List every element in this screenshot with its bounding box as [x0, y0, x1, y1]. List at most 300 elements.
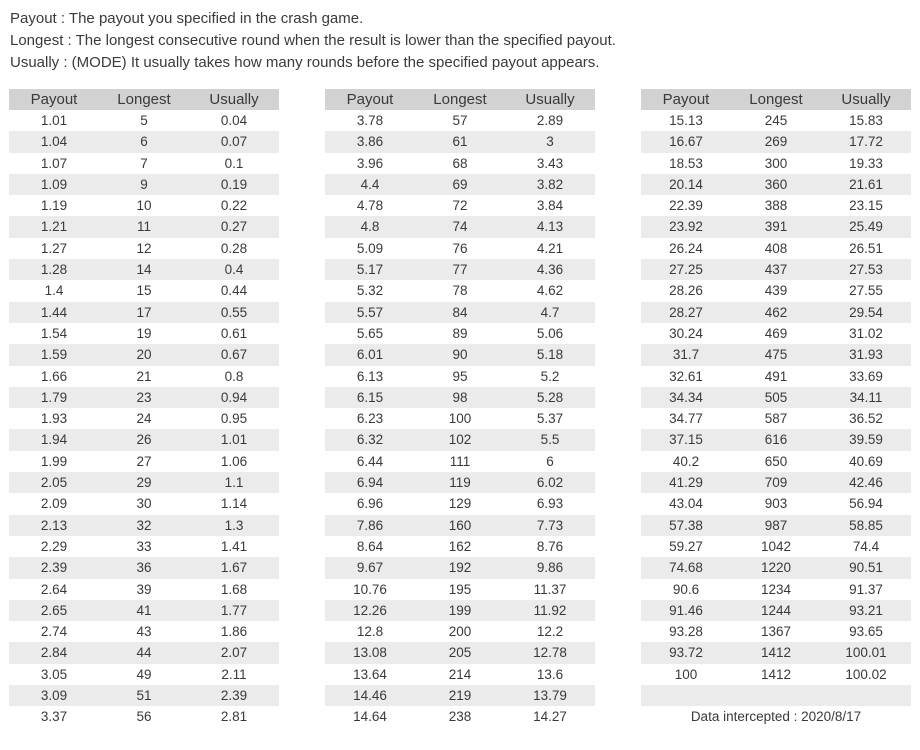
cell-payout: 22.39 — [669, 198, 703, 214]
cell-longest: 1412 — [760, 666, 792, 682]
cell-payout: 1.59 — [40, 347, 68, 363]
cell-payout: 5.32 — [356, 283, 384, 299]
cell-longest: 41 — [136, 602, 152, 618]
cell-longest: 616 — [764, 432, 788, 448]
table-row — [9, 195, 279, 216]
cell-longest: 300 — [764, 155, 788, 171]
cell-payout: 14.64 — [353, 709, 387, 725]
cell-longest: 475 — [764, 347, 788, 363]
cell-longest: 19 — [136, 325, 152, 341]
cell-longest: 1234 — [760, 581, 792, 597]
cell-longest: 219 — [448, 688, 472, 704]
cell-payout: 27.25 — [669, 262, 703, 278]
table-row — [641, 579, 911, 600]
cell-usually: 3.84 — [536, 198, 564, 214]
cell-payout: 1.04 — [40, 134, 68, 150]
description-line-longest: Longest : The longest consecutive round when the result is lower than the specified payout. — [10, 32, 616, 49]
table-row — [325, 472, 595, 493]
cell-usually: 0.67 — [220, 347, 248, 363]
cell-payout: 4.78 — [356, 198, 384, 214]
payout-stats-table-3 — [641, 89, 911, 728]
cell-longest: 111 — [449, 453, 471, 469]
table-row — [9, 579, 279, 600]
cell-payout: 59.27 — [669, 538, 703, 554]
table-row — [641, 195, 911, 216]
table-row — [9, 387, 279, 408]
cell-payout: 28.26 — [669, 283, 703, 299]
cell-payout: 3.37 — [40, 709, 68, 725]
table-row — [9, 110, 279, 131]
cell-usually: 34.11 — [849, 389, 883, 405]
column-header-longest: Longest — [99, 89, 189, 110]
table-row — [9, 408, 279, 429]
cell-payout: 2.29 — [40, 538, 68, 554]
cell-payout: 1.19 — [40, 198, 68, 214]
cell-payout: 32.61 — [669, 368, 703, 384]
table-row — [641, 621, 911, 642]
cell-usually: 5.2 — [540, 368, 560, 384]
cell-payout: 1.54 — [40, 325, 68, 341]
cell-longest: 469 — [764, 325, 788, 341]
cell-longest: 17 — [136, 304, 152, 320]
column-header-usually: Usually — [821, 89, 911, 110]
table-row — [9, 302, 279, 323]
cell-usually: 8.76 — [536, 538, 564, 554]
cell-usually: 56.94 — [849, 496, 883, 512]
cell-longest: 1412 — [760, 645, 792, 661]
cell-longest: 49 — [136, 666, 152, 682]
cell-payout: 26.24 — [669, 240, 703, 256]
cell-payout: 3.78 — [356, 113, 384, 128]
cell-payout: 40.2 — [672, 453, 700, 469]
cell-usually: 13.79 — [533, 688, 567, 704]
cell-longest: 90 — [452, 347, 468, 363]
cell-longest: 6 — [140, 134, 148, 150]
cell-usually: 0.27 — [220, 219, 248, 235]
cell-usually: 1.77 — [220, 602, 248, 618]
cell-longest: 57 — [452, 113, 468, 128]
cell-longest: 388 — [764, 198, 788, 214]
table-row — [9, 344, 279, 365]
cell-usually: 7.73 — [536, 517, 564, 533]
cell-usually: 1.67 — [220, 560, 248, 576]
cell-longest: 650 — [764, 453, 788, 469]
table-row — [9, 153, 279, 174]
cell-longest: 24 — [136, 411, 152, 427]
table-row — [9, 216, 279, 237]
table-row — [325, 493, 595, 514]
cell-longest: 51 — [136, 688, 152, 704]
table-row — [9, 621, 279, 642]
cell-payout: 6.44 — [356, 453, 384, 469]
cell-longest: 238 — [448, 709, 472, 725]
table-row — [9, 259, 279, 280]
cell-payout: 74.68 — [669, 560, 703, 576]
table-row — [9, 536, 279, 557]
cell-longest: 43 — [136, 624, 152, 640]
cell-payout: 1.94 — [40, 432, 68, 448]
cell-longest: 119 — [449, 475, 471, 491]
table-row — [325, 515, 595, 536]
cell-longest: 39 — [136, 581, 152, 597]
cell-longest: 100 — [448, 411, 472, 427]
cell-usually: 0.94 — [220, 389, 248, 405]
cell-longest: 74 — [452, 219, 468, 235]
cell-payout: 1.44 — [40, 304, 68, 320]
cell-usually: 74.4 — [852, 538, 880, 554]
table-row — [641, 153, 911, 174]
cell-longest: 12 — [136, 240, 152, 256]
cell-usually: 5.28 — [536, 389, 564, 405]
cell-payout: 2.84 — [40, 645, 68, 661]
cell-payout: 5.09 — [356, 240, 384, 256]
table-row — [9, 366, 279, 387]
cell-payout: 90.6 — [672, 581, 700, 597]
cell-longest: 200 — [448, 624, 472, 640]
table-row — [325, 664, 595, 685]
cell-payout: 3.86 — [356, 134, 384, 150]
cell-payout: 30.24 — [669, 325, 703, 341]
description-block — [0, 0, 920, 74]
cell-usually: 4.7 — [540, 304, 560, 320]
cell-usually: 2.39 — [220, 688, 248, 704]
cell-usually: 26.51 — [849, 240, 883, 256]
cell-payout: 6.94 — [356, 475, 384, 491]
table-row — [325, 387, 595, 408]
cell-usually: 13.6 — [536, 666, 564, 682]
cell-usually: 27.55 — [849, 283, 883, 299]
cell-usually: 1.1 — [224, 475, 244, 491]
cell-payout: 3.09 — [40, 688, 68, 704]
table-row — [9, 515, 279, 536]
empty-row — [641, 685, 911, 706]
cell-longest: 89 — [452, 325, 468, 341]
table-row — [325, 302, 595, 323]
cell-payout: 1.99 — [40, 453, 68, 469]
column-header-usually: Usually — [505, 89, 595, 110]
table-row — [325, 706, 595, 727]
table-row — [641, 664, 911, 685]
cell-usually: 0.19 — [220, 176, 248, 192]
cell-payout: 6.15 — [356, 389, 384, 405]
cell-usually: 31.93 — [849, 347, 883, 363]
cell-payout: 9.67 — [356, 560, 384, 576]
cell-payout: 2.39 — [40, 560, 68, 576]
table-row — [641, 216, 911, 237]
cell-usually: 19.33 — [849, 155, 883, 171]
cell-usually: 4.13 — [536, 219, 564, 235]
cell-longest: 214 — [448, 666, 472, 682]
table-row — [9, 685, 279, 706]
cell-longest: 439 — [764, 283, 788, 299]
cell-payout: 57.38 — [669, 517, 703, 533]
cell-usually: 2.11 — [221, 666, 247, 682]
cell-payout: 2.09 — [40, 496, 68, 512]
cell-longest: 72 — [452, 198, 468, 214]
cell-usually: 5.06 — [536, 325, 564, 341]
table-row — [9, 429, 279, 450]
table-row — [641, 515, 911, 536]
payout-stats-table-1 — [9, 89, 279, 728]
cell-longest: 1367 — [760, 624, 792, 640]
cell-payout: 4.4 — [360, 176, 380, 192]
table-row — [325, 153, 595, 174]
cell-longest: 160 — [448, 517, 472, 533]
table-row — [641, 472, 911, 493]
table-row — [9, 664, 279, 685]
table-row — [641, 429, 911, 450]
cell-longest: 61 — [452, 134, 468, 150]
cell-usually: 11.37 — [533, 581, 567, 597]
cell-longest: 15 — [136, 283, 152, 299]
table-row — [641, 344, 911, 365]
cell-payout: 93.72 — [669, 645, 703, 661]
cell-payout: 5.65 — [356, 325, 384, 341]
cell-usually: 91.37 — [849, 581, 883, 597]
cell-usually: 1.14 — [220, 496, 248, 512]
cell-payout: 12.8 — [356, 624, 384, 640]
cell-payout: 5.57 — [356, 304, 384, 320]
cell-usually: 5.37 — [536, 411, 564, 427]
cell-longest: 199 — [448, 602, 472, 618]
cell-usually: 4.62 — [536, 283, 564, 299]
cell-usually: 0.61 — [220, 325, 248, 341]
cell-longest: 56 — [136, 709, 152, 725]
cell-longest: 903 — [764, 496, 788, 512]
column-header-payout: Payout — [9, 89, 99, 110]
cell-payout: 13.08 — [353, 645, 387, 661]
cell-payout: 1.93 — [40, 411, 68, 427]
cell-longest: 491 — [764, 368, 788, 384]
cell-usually: 21.61 — [849, 176, 883, 192]
cell-payout: 10.76 — [353, 581, 387, 597]
table-row — [641, 238, 911, 259]
cell-payout: 3.05 — [40, 666, 68, 682]
cell-usually: 9.86 — [536, 560, 564, 576]
cell-usually: 2.89 — [536, 113, 564, 128]
cell-longest: 1042 — [760, 538, 792, 554]
cell-usually: 90.51 — [849, 560, 883, 576]
cell-usually: 6 — [546, 453, 554, 469]
cell-usually: 5.5 — [540, 432, 560, 448]
table-row — [9, 493, 279, 514]
cell-usually: 58.85 — [849, 517, 883, 533]
cell-usually: 4.36 — [536, 262, 564, 278]
table-row — [641, 387, 911, 408]
cell-payout: 12.26 — [353, 602, 387, 618]
table-row — [325, 642, 595, 663]
table-row — [9, 174, 279, 195]
cell-longest: 26 — [136, 432, 152, 448]
table-row — [641, 451, 911, 472]
table-row — [325, 216, 595, 237]
table-row — [325, 131, 595, 152]
cell-longest: 162 — [448, 538, 472, 554]
cell-longest: 69 — [452, 176, 468, 192]
header-row — [325, 89, 595, 110]
cell-usually: 1.86 — [220, 624, 248, 640]
cell-payout: 37.15 — [669, 432, 703, 448]
table-row — [641, 323, 911, 344]
cell-longest: 30 — [136, 496, 152, 512]
cell-longest: 84 — [452, 304, 468, 320]
cell-longest: 587 — [764, 411, 788, 427]
cell-usually: 0.55 — [220, 304, 248, 320]
cell-longest: 1244 — [760, 602, 792, 618]
cell-longest: 269 — [764, 134, 788, 150]
cell-longest: 9 — [140, 176, 148, 192]
cell-payout: 1.4 — [44, 283, 64, 299]
cell-longest: 391 — [764, 219, 788, 235]
cell-payout: 34.77 — [669, 411, 703, 427]
cell-usually: 1.06 — [220, 453, 248, 469]
cell-payout: 20.14 — [669, 176, 703, 192]
cell-payout: 1.01 — [40, 113, 68, 128]
cell-payout: 1.66 — [40, 368, 68, 384]
cell-usually: 2.81 — [220, 709, 248, 725]
cell-payout: 8.64 — [356, 538, 384, 554]
cell-usually: 11.92 — [533, 602, 567, 618]
cell-usually: 31.02 — [849, 325, 883, 341]
cell-longest: 408 — [764, 240, 788, 256]
cell-payout: 28.27 — [669, 304, 703, 320]
description-line-payout: Payout : The payout you specified in the crash game. — [10, 10, 364, 27]
cell-longest: 709 — [764, 475, 788, 491]
cell-longest: 98 — [452, 389, 468, 405]
cell-payout: 1.79 — [40, 389, 68, 405]
table-row — [641, 302, 911, 323]
table-row — [641, 174, 911, 195]
cell-usually: 1.3 — [224, 517, 244, 533]
table-row — [325, 621, 595, 642]
table-row — [9, 557, 279, 578]
table-row — [641, 642, 911, 663]
cell-longest: 68 — [452, 155, 468, 171]
cell-longest: 36 — [136, 560, 152, 576]
cell-longest: 78 — [452, 283, 468, 299]
table-row — [325, 429, 595, 450]
cell-usually: 100.02 — [845, 666, 887, 682]
table-row — [9, 131, 279, 152]
cell-longest: 10 — [136, 198, 152, 214]
table-row — [9, 706, 279, 727]
cell-longest: 195 — [448, 581, 472, 597]
cell-usually: 6.02 — [536, 475, 564, 491]
cell-payout: 41.29 — [669, 475, 703, 491]
cell-payout: 13.64 — [353, 666, 387, 682]
table-row — [641, 408, 911, 429]
cell-longest: 77 — [452, 262, 468, 278]
table-row — [325, 600, 595, 621]
column-header-usually: Usually — [189, 89, 279, 110]
table-row — [325, 451, 595, 472]
cell-usually: 1.01 — [220, 432, 248, 448]
cell-usually: 14.27 — [533, 709, 567, 725]
cell-longest: 33 — [136, 538, 152, 554]
cell-usually: 0.8 — [224, 368, 244, 384]
table-row — [641, 557, 911, 578]
cell-longest: 76 — [452, 240, 468, 256]
cell-longest: 462 — [764, 304, 788, 320]
cell-longest: 20 — [136, 347, 152, 363]
cell-usually: 29.54 — [849, 304, 883, 320]
cell-payout: 16.67 — [669, 134, 703, 150]
cell-usually: 42.46 — [849, 475, 883, 491]
cell-longest: 437 — [764, 262, 788, 278]
cell-longest: 505 — [764, 389, 788, 405]
table-row — [9, 323, 279, 344]
cell-usually: 3.82 — [536, 176, 564, 192]
table-row — [325, 366, 595, 387]
cell-longest: 987 — [764, 517, 788, 533]
cell-payout: 2.64 — [40, 581, 68, 597]
cell-usually: 0.1 — [224, 155, 244, 171]
cell-usually: 0.4 — [224, 262, 244, 278]
cell-payout: 91.46 — [669, 602, 703, 618]
cell-payout: 6.13 — [356, 368, 384, 384]
table-row — [325, 110, 595, 131]
cell-payout: 93.28 — [669, 624, 703, 640]
cell-payout: 1.27 — [40, 240, 68, 256]
cell-payout: 100 — [674, 666, 698, 682]
cell-longest: 245 — [764, 113, 788, 128]
cell-payout: 31.7 — [672, 347, 700, 363]
cell-longest: 32 — [136, 517, 152, 533]
tables-container — [0, 89, 920, 728]
table-row — [325, 685, 595, 706]
cell-payout: 2.13 — [40, 517, 68, 533]
table-row — [9, 238, 279, 259]
table-row — [325, 408, 595, 429]
table-row — [9, 642, 279, 663]
cell-usually: 33.69 — [849, 368, 883, 384]
table-row — [325, 195, 595, 216]
cell-longest: 14 — [136, 262, 152, 278]
cell-payout: 4.8 — [360, 219, 380, 235]
cell-payout: 3.96 — [356, 155, 384, 171]
table-row — [641, 131, 911, 152]
cell-usually: 1.68 — [220, 581, 248, 597]
table-row — [325, 259, 595, 280]
cell-usually: 27.53 — [849, 262, 883, 278]
cell-payout: 43.04 — [669, 496, 703, 512]
cell-longest: 7 — [140, 155, 148, 171]
cell-usually: 15.83 — [849, 113, 883, 128]
cell-usually: 93.65 — [849, 624, 883, 640]
cell-payout: 5.17 — [356, 262, 384, 278]
table-row — [641, 536, 911, 557]
cell-usually: 40.69 — [849, 453, 883, 469]
table-row — [325, 174, 595, 195]
cell-payout: 2.05 — [40, 475, 68, 491]
cell-usually: 17.72 — [849, 134, 883, 150]
payout-stats-table-2 — [325, 89, 595, 728]
cell-usually: 12.78 — [533, 645, 567, 661]
cell-payout: 1.07 — [40, 155, 68, 171]
cell-usually: 36.52 — [849, 411, 883, 427]
cell-payout: 7.86 — [356, 517, 384, 533]
cell-payout: 6.32 — [356, 432, 384, 448]
cell-payout: 2.65 — [40, 602, 68, 618]
cell-usually: 2.07 — [220, 645, 248, 661]
cell-payout: 1.21 — [40, 219, 68, 235]
cell-usually: 0.22 — [220, 198, 248, 214]
description-line-usually: Usually : (MODE) It usually takes how many rounds before the specified payout appears. — [10, 54, 600, 71]
header-row — [641, 89, 911, 110]
cell-longest: 95 — [452, 368, 468, 384]
table-row — [641, 600, 911, 621]
data-intercepted-label: Data intercepted : 2020/8/17 — [690, 709, 862, 725]
